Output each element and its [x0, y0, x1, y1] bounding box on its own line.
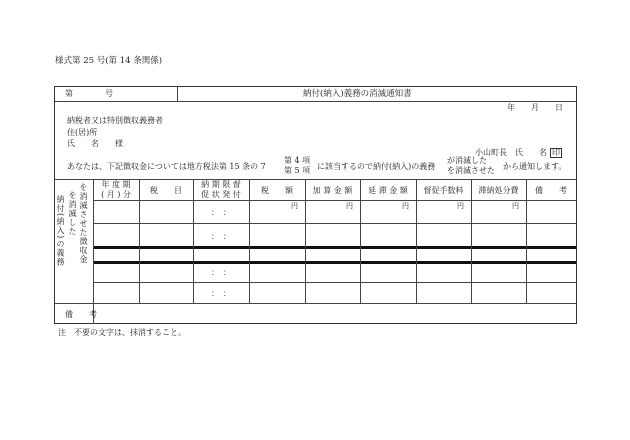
seal-mark: 印	[552, 148, 560, 157]
date-mark-row-1: ： ：	[211, 208, 231, 217]
notice-text-3: から通知します。	[503, 162, 567, 171]
col-header-year: 年 度 期	[101, 180, 131, 189]
notice-text-1: あなたは、下記徴収金については地方税法第 15 条の 7	[67, 162, 266, 171]
unit-yen-amount: 円	[291, 202, 298, 210]
footnote: 注 不要の文字は、抹消すること。	[58, 328, 186, 337]
unit-yen-delinquent: 円	[402, 202, 409, 210]
col-header-year-sub: ( 月 ) 分	[101, 190, 131, 199]
addressee-address: 住(居)所	[67, 128, 98, 137]
unit-yen-disposal-fee: 円	[512, 202, 519, 210]
side-label-main: 納付(納入)の義務	[56, 195, 65, 267]
status-option-b: を消滅させた	[447, 166, 495, 175]
col-header-remarks: 備 考	[535, 186, 567, 195]
side-label-option-b: を消滅した	[68, 191, 77, 236]
date-mark-row-2: ： ：	[211, 232, 231, 241]
col-header-extra-tax: 加 算 金 額	[312, 186, 353, 195]
issuer-name: 小山町長 氏 名	[475, 148, 547, 157]
bottom-remarks-label: 備 考	[65, 310, 97, 319]
col-header-deadline-sub: 促 状 発 付	[201, 190, 241, 199]
col-header-dunning-fee: 督促手数料	[423, 186, 464, 195]
issuer	[475, 148, 562, 158]
unit-yen-dunning-fee: 円	[457, 202, 464, 210]
side-label-tax-money: 徴収金	[79, 237, 88, 264]
form-number: 様式第 25 号(第 14 条関係)	[55, 56, 163, 66]
unit-yen-extra-tax: 円	[346, 202, 353, 210]
status-option-a: が消滅した	[447, 156, 487, 165]
notice-number-label: 第 号	[65, 89, 113, 98]
notice-form	[54, 86, 577, 324]
col-header-delinquent: 延 滞 金 額	[368, 186, 408, 195]
notice-text-2: に該当するので納付(納入)の義務	[317, 162, 436, 171]
clause-option-a: 第 4 項	[284, 156, 311, 165]
col-header-tax-item: 税 目	[150, 186, 182, 195]
col-header-disposal-fee: 滞納処分費	[478, 186, 519, 195]
date-mark-row-3: ： ：	[211, 268, 231, 277]
col-header-amount: 税 額	[261, 186, 293, 195]
side-label-option-a: を消滅させた	[79, 183, 88, 237]
date-mark-row-4: ： ：	[211, 289, 231, 298]
issue-date: 年 月 日	[507, 103, 563, 112]
clause-option-b: 第 5 項	[284, 166, 311, 175]
addressee-name: 氏 名 様	[67, 139, 123, 148]
addressee-type: 納税者又は特別徴収義務者	[67, 116, 163, 125]
col-header-deadline: 納 期 限 督	[201, 180, 241, 189]
form-title: 納付(納入)義務の消滅通知書	[303, 89, 412, 99]
